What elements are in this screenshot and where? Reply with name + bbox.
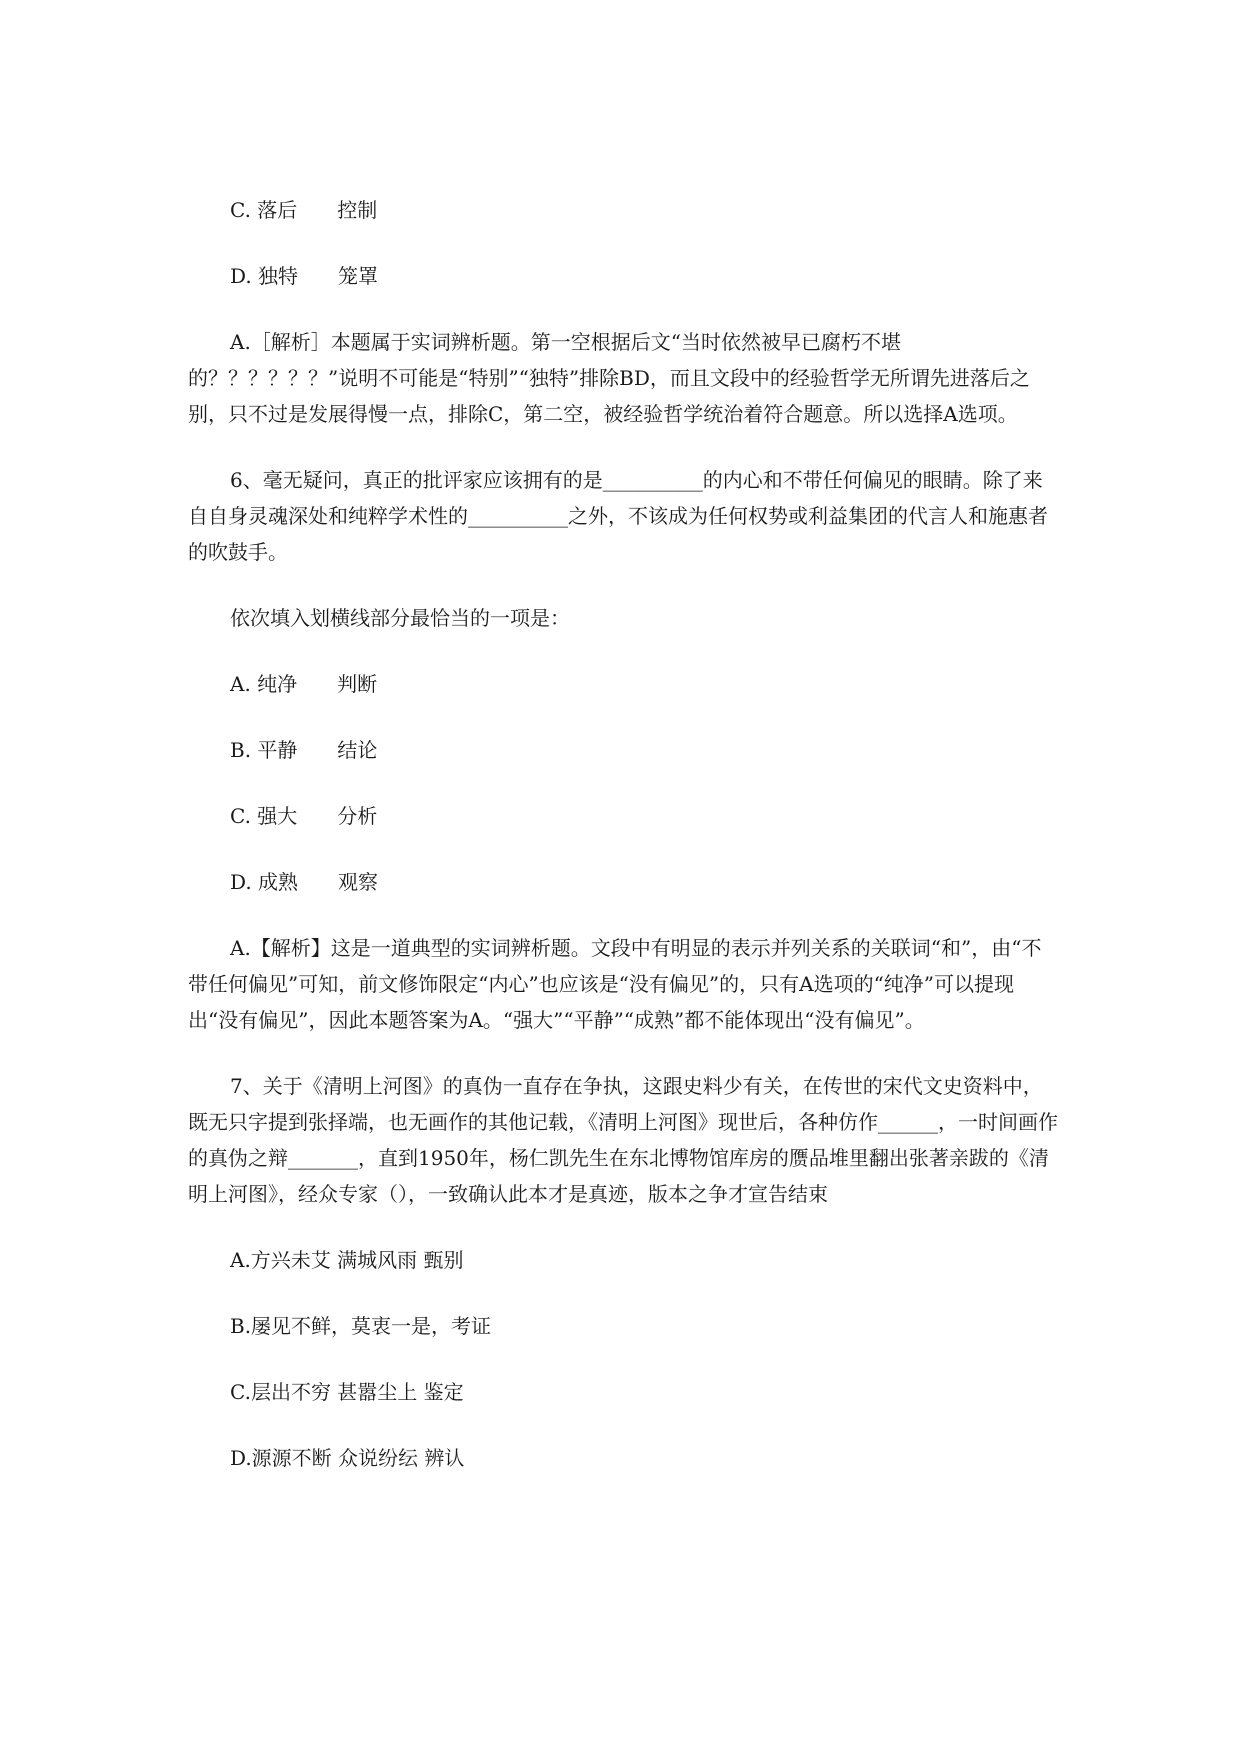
question-6-option-b: B. 平静 结论 bbox=[230, 738, 378, 762]
analysis-paragraph-6: A.【解析】这是一道典型的实词辨析题。文段中有明显的表示并列关系的关联词“和”，由“不带任何偏见”可知，前文修饰限定“内心”也应该是“没有偏见”的，只有A选项的“纯净”可以提现出“没有偏见”，因此本题答案为A。“强大”“平静”“成熟”都不能体现出“没有偏见”。 bbox=[188, 936, 1042, 1032]
question-6-option-a: A. 纯净 判断 bbox=[230, 672, 378, 696]
document-body bbox=[188, 192, 1060, 1476]
question-6-option-c: C. 强大 分析 bbox=[230, 804, 378, 828]
question-7-option-d: D.源源不断 众说纷纭 辨认 bbox=[230, 1446, 465, 1470]
option-d-previous: D. 独特 笼罩 bbox=[230, 264, 379, 288]
analysis-paragraph-5: A.［解析］本题属于实词辨析题。第一空根据后文“当时依然被早已腐朽不堪的？？？？？？”说明不可能是“特别”“独特”排除BD，而且文段中的经验哲学无所谓先进落后之别，只不过是发展得慢一点，排除C，第二空，被经验哲学统治着符合题意。所以选择A选项。 bbox=[188, 330, 1030, 426]
question-7-stem: 7、关于《清明上河图》的真伪一直存在争执，这跟史料少有关，在传世的宋代文史资料中，既无只字提到张择端，也无画作的其他记载，《清明上河图》现世后，各种仿作______，一时间画作的真伪之辩_______，直到1950年，杨仁凯先生在东北博物馆库房的赝品堆里翻出张著亲跋的《清明上河图》，经众专家（），一致确认此本才是真迹，版本之争才宣告结束 bbox=[188, 1074, 1058, 1206]
question-7-option-b: B.屡见不鲜，莫衷一是，考证 bbox=[230, 1314, 492, 1338]
option-c-previous: C. 落后 控制 bbox=[230, 198, 378, 222]
question-6-prompt: 依次填入划横线部分最恰当的一项是： bbox=[230, 606, 570, 630]
question-6-stem: 6、毫无疑问，真正的批评家应该拥有的是__________的内心和不带任何偏见的眼睛。除了来自自身灵魂深处和纯粹学术性的__________之外，不该成为任何权势或利益集团的代言人和施惠者的吹鼓手。 bbox=[188, 468, 1048, 564]
question-7-option-c: C.层出不穷 甚嚣尘上 鉴定 bbox=[230, 1380, 464, 1404]
question-6-option-d: D. 成熟 观察 bbox=[230, 870, 379, 894]
question-7-option-a: A.方兴未艾 满城风雨 甄别 bbox=[230, 1248, 464, 1272]
